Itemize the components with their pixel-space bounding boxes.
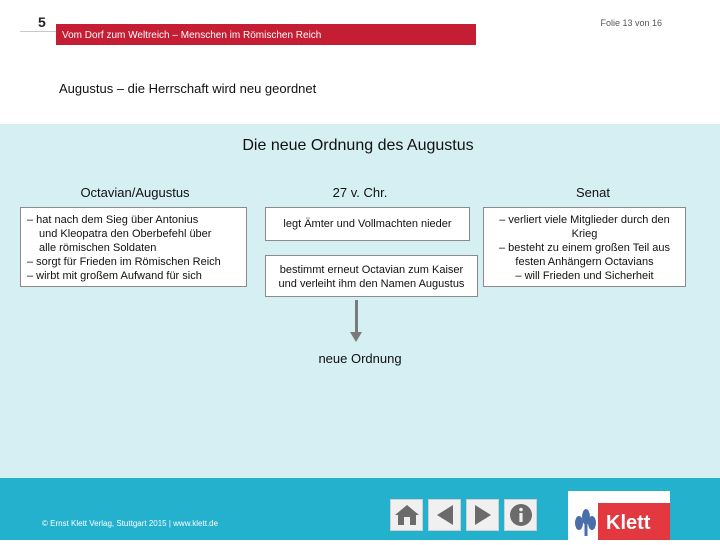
emperor-line: und verleiht ihm den Namen Augustus	[278, 278, 465, 290]
forward-icon	[471, 503, 495, 527]
copyright-text: © Ernst Klett Verlag, Stuttgart 2015 | www.klett.de	[42, 519, 219, 528]
info-icon	[509, 503, 533, 527]
senat-line: – verliert viele Mitglieder durch den	[499, 214, 670, 226]
klett-logo	[568, 491, 670, 540]
senat-line: festen Anhängern Octavians	[515, 256, 654, 268]
senat-line: – besteht zu einem großen Teil aus	[498, 242, 670, 254]
result-label: neue Ordnung	[318, 351, 402, 366]
senat-line: – will Frieden und Sicherheit	[515, 270, 654, 282]
logo-text: Klett	[606, 512, 651, 534]
emperor-line: bestimmt erneut Octavian zum Kaiser	[279, 264, 464, 276]
octavian-line: alle römischen Soldaten	[39, 242, 157, 254]
heading-octavian: Octavian/Augustus	[80, 185, 190, 200]
octavian-line: und Kleopatra den Oberbefehl über	[39, 228, 212, 240]
forward-button[interactable]	[466, 499, 499, 531]
klett-clover-icon	[575, 509, 596, 536]
senat-box	[483, 207, 686, 287]
octavian-line: – hat nach dem Sieg über Antonius	[27, 214, 199, 226]
chapter-band: Vom Dorf zum Weltreich – Menschen im Römischen Reich	[56, 24, 476, 45]
octavian-line: – sorgt für Frieden im Römischen Reich	[27, 256, 221, 268]
slide-subtitle: Augustus – die Herrschaft wird neu geordnet	[59, 81, 317, 96]
emperor-box	[265, 255, 478, 297]
resign-box: legt Ämter und Vollmachten nieder	[265, 207, 470, 241]
diagram-title: Die neue Ordnung des Augustus	[242, 137, 474, 154]
arrow-shaft	[355, 300, 358, 336]
info-button[interactable]	[504, 499, 537, 531]
octavian-line: – wirbt mit großem Aufwand für sich	[27, 270, 202, 282]
home-icon	[394, 503, 420, 527]
heading-year: 27 v. Chr.	[332, 185, 388, 200]
klett-logo-icon	[568, 491, 670, 540]
heading-senat: Senat	[576, 185, 610, 200]
slide-counter: Folie 13 von 16	[600, 18, 662, 28]
senat-line: Krieg	[571, 228, 598, 240]
header-divider	[20, 31, 56, 32]
back-icon	[433, 503, 457, 527]
chapter-number: 5	[38, 14, 46, 30]
home-button[interactable]	[390, 499, 423, 531]
back-button[interactable]	[428, 499, 461, 531]
octavian-box	[20, 207, 247, 287]
arrow-down-icon	[350, 332, 362, 342]
content-panel	[0, 124, 720, 478]
